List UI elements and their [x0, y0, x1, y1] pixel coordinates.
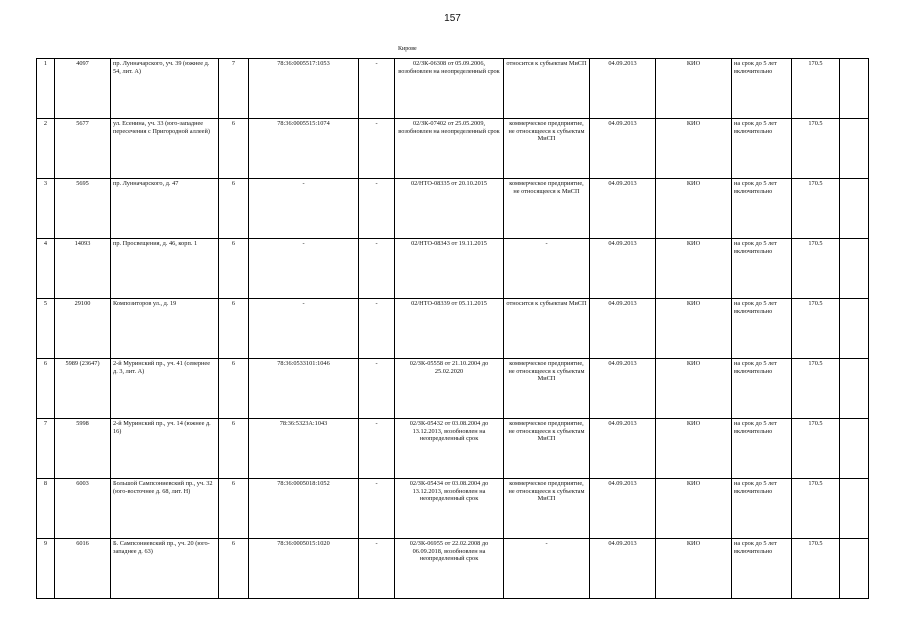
contract-cell: 02/НТО-08343 от 19.11.2015	[395, 239, 504, 299]
code-cell: 170.5	[792, 359, 840, 419]
object-id-cell: 5998	[55, 419, 111, 479]
object-id-cell: 14093	[55, 239, 111, 299]
address-cell: ул. Есенина, уч. 33 (юго-западнее пересечения с Пригородной аллеей)	[111, 119, 219, 179]
empty-cell	[840, 419, 869, 479]
date-cell: 04.09.2013	[590, 419, 656, 479]
row-number-cell: 2	[37, 119, 55, 179]
authority-cell: КИО	[656, 179, 732, 239]
date-cell: 04.09.2013	[590, 359, 656, 419]
cadastral-number-cell: 78:36:0005515:1074	[249, 119, 359, 179]
business-category-cell: -	[504, 539, 590, 599]
date-cell: 04.09.2013	[590, 59, 656, 119]
cadastral-number-cell: 78:36:0005018:1052	[249, 479, 359, 539]
empty-cell	[840, 239, 869, 299]
code-cell: 170.5	[792, 59, 840, 119]
address-cell: Б. Сампсониевский пр., уч. 20 (юго-западнее д. 63)	[111, 539, 219, 599]
address-cell: 2-й Муринский пр., уч. 41 (севернее д. 3, лит. А)	[111, 359, 219, 419]
cadastral-number-cell: 78:36:0533101:1046	[249, 359, 359, 419]
row-number-cell: 5	[37, 299, 55, 359]
table-row	[37, 59, 869, 119]
contract-cell: 02/ЗК-07402 от 25.05.2009, возобновлен на неопределенный срок	[395, 119, 504, 179]
code-cell: 170.5	[792, 299, 840, 359]
row-number-cell: 4	[37, 239, 55, 299]
area-cell: 6	[219, 479, 249, 539]
contract-cell: 02/ЗК-05432 от 03.08.2004 до 13.12.2013, возобновлен на неопределенный срок	[395, 419, 504, 479]
code-cell: 170.5	[792, 419, 840, 479]
address-cell: 2-й Муринский пр., уч. 14 (южнее д. 16)	[111, 419, 219, 479]
dash-cell: -	[359, 479, 395, 539]
authority-cell: КИО	[656, 299, 732, 359]
cadastral-number-cell: -	[249, 239, 359, 299]
address-cell: пр. Лунначарского, д. 47	[111, 179, 219, 239]
area-cell: 6	[219, 359, 249, 419]
authority-cell: КИО	[656, 479, 732, 539]
area-cell: 6	[219, 119, 249, 179]
dash-cell: -	[359, 359, 395, 419]
date-cell: 04.09.2013	[590, 179, 656, 239]
object-id-cell: 5989 (23647)	[55, 359, 111, 419]
area-cell: 7	[219, 59, 249, 119]
dash-cell: -	[359, 59, 395, 119]
business-category-cell: коммерческое предприятие, не относящееся к субъектам МиСП	[504, 359, 590, 419]
term-cell: на срок до 5 лет включительно	[732, 359, 792, 419]
object-id-cell: 5677	[55, 119, 111, 179]
object-id-cell: 6003	[55, 479, 111, 539]
empty-cell	[840, 59, 869, 119]
table-row	[37, 419, 869, 479]
address-cell: Композиторов ул., д. 19	[111, 299, 219, 359]
object-id-cell: 5695	[55, 179, 111, 239]
date-cell: 04.09.2013	[590, 119, 656, 179]
cadastral-number-cell: -	[249, 179, 359, 239]
table-row	[37, 479, 869, 539]
term-cell: на срок до 5 лет включительно	[732, 239, 792, 299]
cadastral-number-cell: 78:36:0005015:1020	[249, 539, 359, 599]
business-category-cell: -	[504, 239, 590, 299]
term-cell: на срок до 5 лет включительно	[732, 419, 792, 479]
address-cell: Большой Сампсониевский пр., уч. 32 (юго-восточнее д. 68, лит. Н)	[111, 479, 219, 539]
business-category-cell: коммерческое предприятие, не относящееся к МиСП	[504, 179, 590, 239]
empty-cell	[840, 119, 869, 179]
cadastral-number-cell: 78:36:5323А:1043	[249, 419, 359, 479]
code-cell: 170.5	[792, 479, 840, 539]
table-row	[37, 239, 869, 299]
dash-cell: -	[359, 299, 395, 359]
empty-cell	[840, 479, 869, 539]
code-cell: 170.5	[792, 239, 840, 299]
authority-cell: КИО	[656, 539, 732, 599]
district-label: Кирове	[398, 46, 417, 52]
address-cell: пр. Лунначарского, уч. 39 (южнее д. 54, лит. А)	[111, 59, 219, 119]
date-cell: 04.09.2013	[590, 539, 656, 599]
table-row	[37, 119, 869, 179]
table-row	[37, 359, 869, 419]
term-cell: на срок до 5 лет включительно	[732, 539, 792, 599]
authority-cell: КИО	[656, 239, 732, 299]
term-cell: на срок до 5 лет включительно	[732, 59, 792, 119]
area-cell: 6	[219, 299, 249, 359]
term-cell: на срок до 5 лет включительно	[732, 299, 792, 359]
business-category-cell: относится к субъектам МиСП	[504, 59, 590, 119]
page-number: 157	[444, 13, 461, 24]
empty-cell	[840, 539, 869, 599]
business-category-cell: коммерческое предприятие, не относящееся к субъектам МиСП	[504, 479, 590, 539]
business-category-cell: коммерческое предприятие, не относящееся к субъектам МиСП	[504, 119, 590, 179]
code-cell: 170.5	[792, 539, 840, 599]
date-cell: 04.09.2013	[590, 479, 656, 539]
area-cell: 6	[219, 419, 249, 479]
authority-cell: КИО	[656, 59, 732, 119]
row-number-cell: 7	[37, 419, 55, 479]
empty-cell	[840, 299, 869, 359]
object-id-cell: 4097	[55, 59, 111, 119]
dash-cell: -	[359, 119, 395, 179]
dash-cell: -	[359, 239, 395, 299]
date-cell: 04.09.2013	[590, 299, 656, 359]
row-number-cell: 3	[37, 179, 55, 239]
cadastral-number-cell: 78:36:0005517:1053	[249, 59, 359, 119]
table-row	[37, 179, 869, 239]
empty-cell	[840, 359, 869, 419]
term-cell: на срок до 5 лет включительно	[732, 179, 792, 239]
authority-cell: КИО	[656, 119, 732, 179]
term-cell: на срок до 5 лет включительно	[732, 479, 792, 539]
object-id-cell: 6016	[55, 539, 111, 599]
contract-cell: 02/ЗК-05558 от 21.10.2004 до 25.02.2020	[395, 359, 504, 419]
business-category-cell: относится к субъектам МиСП	[504, 299, 590, 359]
cadastral-number-cell: -	[249, 299, 359, 359]
contract-cell: 02/ЗК-06308 от 05.09.2006, возобновлен на неопределенный срок	[395, 59, 504, 119]
row-number-cell: 6	[37, 359, 55, 419]
row-number-cell: 1	[37, 59, 55, 119]
table-row	[37, 299, 869, 359]
area-cell: 6	[219, 179, 249, 239]
term-cell: на срок до 5 лет включительно	[732, 119, 792, 179]
row-number-cell: 8	[37, 479, 55, 539]
contract-cell: 02/НТО-08335 от 20.10.2015	[395, 179, 504, 239]
area-cell: 6	[219, 539, 249, 599]
contract-cell: 02/ЗК-06955 от 22.02.2008 до 06.09.2018, возобновлен на неопределенный срок	[395, 539, 504, 599]
area-cell: 6	[219, 239, 249, 299]
business-category-cell: коммерческое предприятие, не относящееся к субъектам МиСП	[504, 419, 590, 479]
object-id-cell: 29100	[55, 299, 111, 359]
code-cell: 170.5	[792, 179, 840, 239]
dash-cell: -	[359, 179, 395, 239]
dash-cell: -	[359, 419, 395, 479]
placement-schedule-table	[36, 58, 869, 599]
contract-cell: 02/НТО-08339 от 05.11.2015	[395, 299, 504, 359]
contract-cell: 02/ЗК-05434 от 03.08.2004 до 13.12.2013, возобновлен на неопределенный срок	[395, 479, 504, 539]
empty-cell	[840, 179, 869, 239]
date-cell: 04.09.2013	[590, 239, 656, 299]
table-row	[37, 539, 869, 599]
authority-cell: КИО	[656, 419, 732, 479]
address-cell: пр. Просвещения, д. 46, корп. 1	[111, 239, 219, 299]
code-cell: 170.5	[792, 119, 840, 179]
authority-cell: КИО	[656, 359, 732, 419]
row-number-cell: 9	[37, 539, 55, 599]
dash-cell: -	[359, 539, 395, 599]
